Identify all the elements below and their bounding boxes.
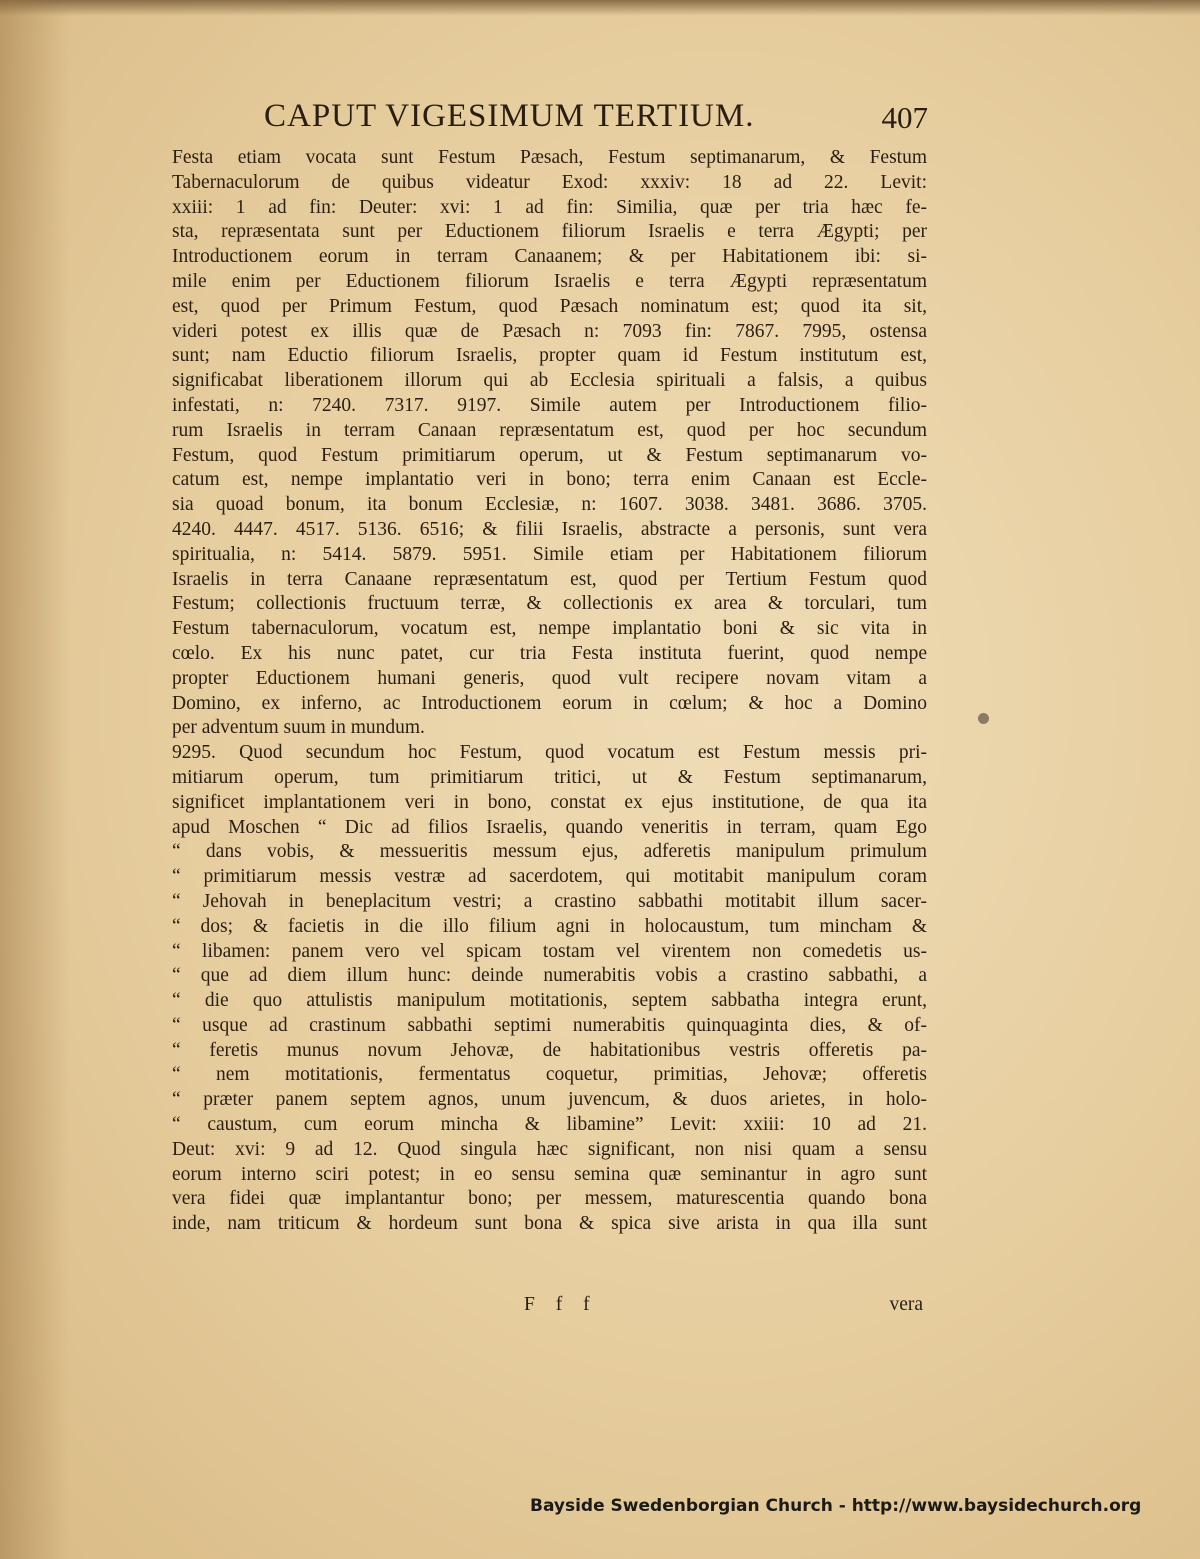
text-line: 4240. 4447. 4517. 5136. 6516; & filii Israelis, abstracte a personis, sunt vera xyxy=(172,518,927,540)
text-line: “ dans vobis, & messueritis messum ejus, adferetis manipulum primulum xyxy=(172,841,927,863)
text-line: “ nem motitationis, fermentatus coquetur, primitias, Jehovæ; offeretis xyxy=(172,1064,927,1086)
text-line: Domino, ex inferno, ac Introductionem eorum in cœlum; & hoc a Domino xyxy=(172,692,927,714)
text-line: spiritualia, n: 5414. 5879. 5951. Simile etiam per Habitationem filiorum xyxy=(172,543,927,565)
text-line: “ que ad diem illum hunc: deinde numerabitis vobis a crastino sabbathi, a xyxy=(172,965,927,987)
text-line: “ caustum, cum eorum mincha & libamine” Levit: xxiii: 10 ad 21. xyxy=(172,1114,927,1136)
text-line: xxiii: 1 ad fin: Deuter: xvi: 1 ad fin: Similia, quæ per tria hæc fe- xyxy=(172,196,927,218)
text-line: significabat liberationem illorum qui ab Ecclesia spirituali a falsis, a quibus xyxy=(172,370,927,392)
text-line: sia quoad bonum, ita bonum Ecclesiæ, n: 1607. 3038. 3481. 3686. 3705. xyxy=(172,494,927,516)
page-number: 407 xyxy=(881,100,928,135)
text-line: “ die quo attulistis manipulum motitationis, septem sabbatha integra erunt, xyxy=(172,990,927,1012)
text-line: “ usque ad crastinum sabbathi septimi numerabitis quinquaginta dies, & of- xyxy=(172,1014,927,1036)
text-line: catum est, nempe implantatio veri in bono; terra enim Canaan est Eccle- xyxy=(172,469,927,491)
text-line: 9295. Quod secundum hoc Festum, quod vocatum est Festum messis pri- xyxy=(172,742,927,764)
catchword: vera xyxy=(889,1294,923,1315)
text-line: vera fidei quæ implantantur bono; per messem, maturescentia quando bona xyxy=(172,1188,927,1210)
text-line: infestati, n: 7240. 7317. 9197. Simile autem per Introductionem filio- xyxy=(172,394,927,416)
text-line: significet implantationem veri in bono, constat ex ejus institutione, de qua ita xyxy=(172,791,927,813)
text-line: Festa etiam vocata sunt Festum Pæsach, Festum septimanarum, & Festum xyxy=(172,147,927,168)
source-watermark: Bayside Swedenborgian Church - http://www.baysidechurch.org xyxy=(530,1496,1142,1516)
paper-blemish xyxy=(978,713,989,724)
text-line: Festum tabernaculorum, vocatum est, nempe implantatio boni & sic vita in xyxy=(172,618,927,640)
text-line: rum Israelis in terram Canaan repræsentatum est, quod per hoc secundum xyxy=(172,419,927,441)
text-line: sta, repræsentata sunt per Eductionem filiorum Israelis e terra Ægypti; per xyxy=(172,221,927,243)
page-header xyxy=(172,98,932,148)
page-top-shadow xyxy=(0,0,1200,16)
running-title: CAPUT VIGESIMUM TERTIUM. xyxy=(264,98,755,134)
page-gutter-shadow xyxy=(0,0,70,1559)
text-line: mile enim per Eductionem filiorum Israelis e terra Ægypti repræsentatum xyxy=(172,270,927,292)
text-line: propter Eductionem humani generis, quod vult recipere novam vitam a xyxy=(172,667,927,689)
text-line: eorum interno sciri potest; in eo sensu semina quæ seminantur in agro sunt xyxy=(172,1163,927,1185)
text-line: “ libamen: panem vero vel spicam tostam vel virentem non comedetis us- xyxy=(172,940,927,962)
body-text xyxy=(172,146,927,1237)
text-line: est, quod per Primum Festum, quod Pæsach nominatum est; quod ita sit, xyxy=(172,295,927,317)
text-line: mitiarum operum, tum primitiarum tritici, ut & Festum septimanarum, xyxy=(172,766,927,788)
text-line: apud Moschen “ Dic ad filios Israelis, quando veneritis in terram, quam Ego xyxy=(172,816,927,838)
text-line: “ dos; & facietis in die illo filium agni in holocaustum, tum mincham & xyxy=(172,915,927,937)
signature-mark: F f f xyxy=(524,1294,598,1315)
text-line: Festum; collectionis fructuum terræ, & collectionis ex area & torculari, tum xyxy=(172,593,927,615)
text-line: cœlo. Ex his nunc patet, cur tria Festa instituta fuerint, quod nempe xyxy=(172,642,927,664)
text-line: Deut: xvi: 9 ad 12. Quod singula hæc significant, non nisi quam a sensu xyxy=(172,1138,927,1160)
text-line: Introductionem eorum in terram Canaanem; & per Habitationem ibi: si- xyxy=(172,246,927,268)
text-line: per adventum suum in mundum. xyxy=(172,717,425,739)
text-line: “ præter panem septem agnos, unum juvencum, & duos arietes, in holo- xyxy=(172,1089,927,1111)
text-line: “ primitiarum messis vestræ ad sacerdotem, qui motitabit manipulum coram xyxy=(172,866,927,888)
text-line: videri potest ex illis quæ de Pæsach n: 7093 fin: 7867. 7995, ostensa xyxy=(172,320,927,342)
text-line: “ feretis munus novum Jehovæ, de habitationibus vestris offeretis pa- xyxy=(172,1039,927,1061)
text-line: Festum, quod Festum primitiarum operum, ut & Festum septimanarum vo- xyxy=(172,444,927,466)
text-line: inde, nam triticum & hordeum sunt bona & spica sive arista in qua illa sunt xyxy=(172,1213,927,1235)
text-line: Israelis in terra Canaane repræsentatum est, quod per Tertium Festum quod xyxy=(172,568,927,590)
text-line: Tabernaculorum de quibus videatur Exod: xxxiv: 18 ad 22. Levit: xyxy=(172,171,927,193)
text-line: “ Jehovah in beneplacitum vestri; a crastino sabbathi motitabit illum sacer- xyxy=(172,890,927,912)
page-footer xyxy=(172,1294,927,1320)
text-line: sunt; nam Eductio filiorum Israelis, propter quam id Festum institutum est, xyxy=(172,345,927,367)
